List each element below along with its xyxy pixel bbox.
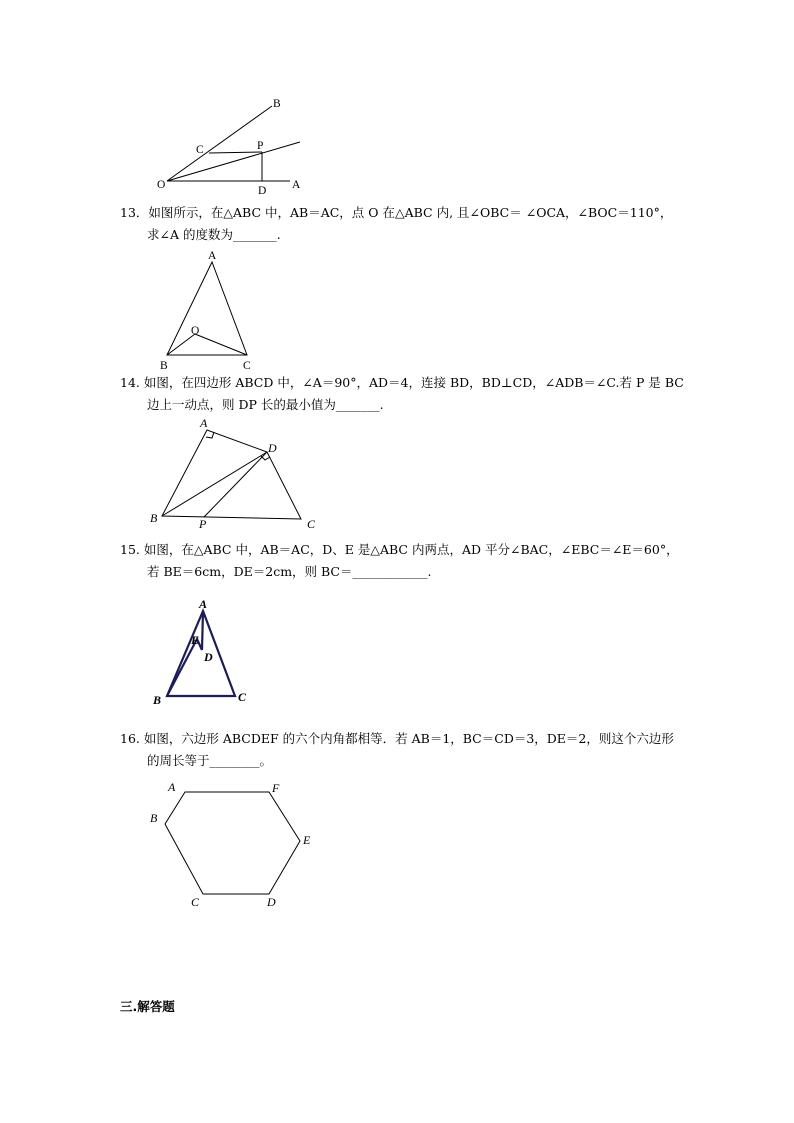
label-a: A (199, 597, 208, 611)
label-d: D (267, 895, 276, 909)
hexagon-abcdef (165, 792, 300, 894)
figure-15-triangle (145, 592, 260, 712)
label-o: O (157, 179, 166, 191)
question-13-line-1: 13．如图所示，在△ABC 中，AB＝AC，点 O 在△ABC 内, 且∠OBC＝ ∠OCA，∠BOC＝110°， (120, 205, 673, 220)
question-16-line-2: 的周长等于________。 (147, 753, 273, 768)
label-d: D (258, 185, 267, 197)
label-b: B (153, 693, 162, 707)
figure-14-quadrilateral (145, 412, 330, 534)
label-b: B (273, 98, 281, 110)
question-16 (120, 728, 674, 772)
question-16-line-1: 16. 如图，六边形 ABCDEF 的六个内角都相等．若 AB＝1，BC＝CD＝3，DE＝2，则这个六边形 (120, 731, 674, 746)
section-heading-answers: 三.解答题 (120, 999, 175, 1014)
triangle-abc (167, 611, 235, 696)
label-e: E (303, 833, 311, 847)
label-b: B (150, 511, 158, 525)
label-a: A (200, 416, 208, 430)
question-14-line-2: 边上一动点，则 DP 长的最小值为_______. (147, 397, 384, 412)
label-b: B (150, 811, 158, 825)
question-13 (120, 202, 672, 246)
question-15-line-1: 15. 如图，在△ABC 中，AB＝AC，D、E 是△ABC 内两点，AD 平分∠BAC，∠EBC＝∠E＝60°， (120, 542, 679, 557)
segment-bed (167, 639, 202, 696)
label-a: A (292, 179, 301, 191)
label-b: B (160, 360, 168, 372)
ray-op (167, 142, 300, 181)
label-d: D (204, 650, 213, 664)
label-c: C (238, 690, 247, 704)
label-d: D (268, 441, 277, 455)
figure-13-triangle (150, 245, 260, 375)
right-angle-mark-a (206, 432, 214, 438)
label-c: C (196, 144, 204, 156)
segment-cp (209, 152, 262, 153)
figure-12-angle-bisector (150, 90, 320, 200)
label-c: C (191, 895, 200, 909)
label-c: C (307, 517, 316, 531)
segment-oc (195, 334, 247, 355)
label-c: C (243, 360, 251, 372)
label-p: P (199, 517, 207, 531)
question-14 (120, 372, 684, 416)
label-a: A (208, 250, 217, 262)
label-f: F (272, 781, 280, 795)
segment-bo (167, 334, 195, 355)
triangle-abc (167, 262, 247, 355)
question-15 (120, 539, 679, 583)
question-15-line-2: 若 BE＝6cm，DE＝2cm，则 BC＝____________. (147, 564, 432, 579)
question-14-line-1: 14. 如图，在四边形 ABCD 中，∠A＝90°，AD＝4，连接 BD，BD⊥CD，∠ADB＝∠C.若 P 是 BC (120, 375, 684, 390)
label-e: E (191, 633, 200, 647)
label-o: O (191, 325, 200, 337)
label-p: P (257, 140, 264, 152)
label-a: A (168, 780, 176, 794)
segment-ad (202, 611, 203, 650)
question-13-line-2: 求∠A 的度数为_______. (147, 227, 281, 242)
figure-16-hexagon (145, 775, 325, 915)
quadrilateral-abcd (162, 430, 301, 519)
